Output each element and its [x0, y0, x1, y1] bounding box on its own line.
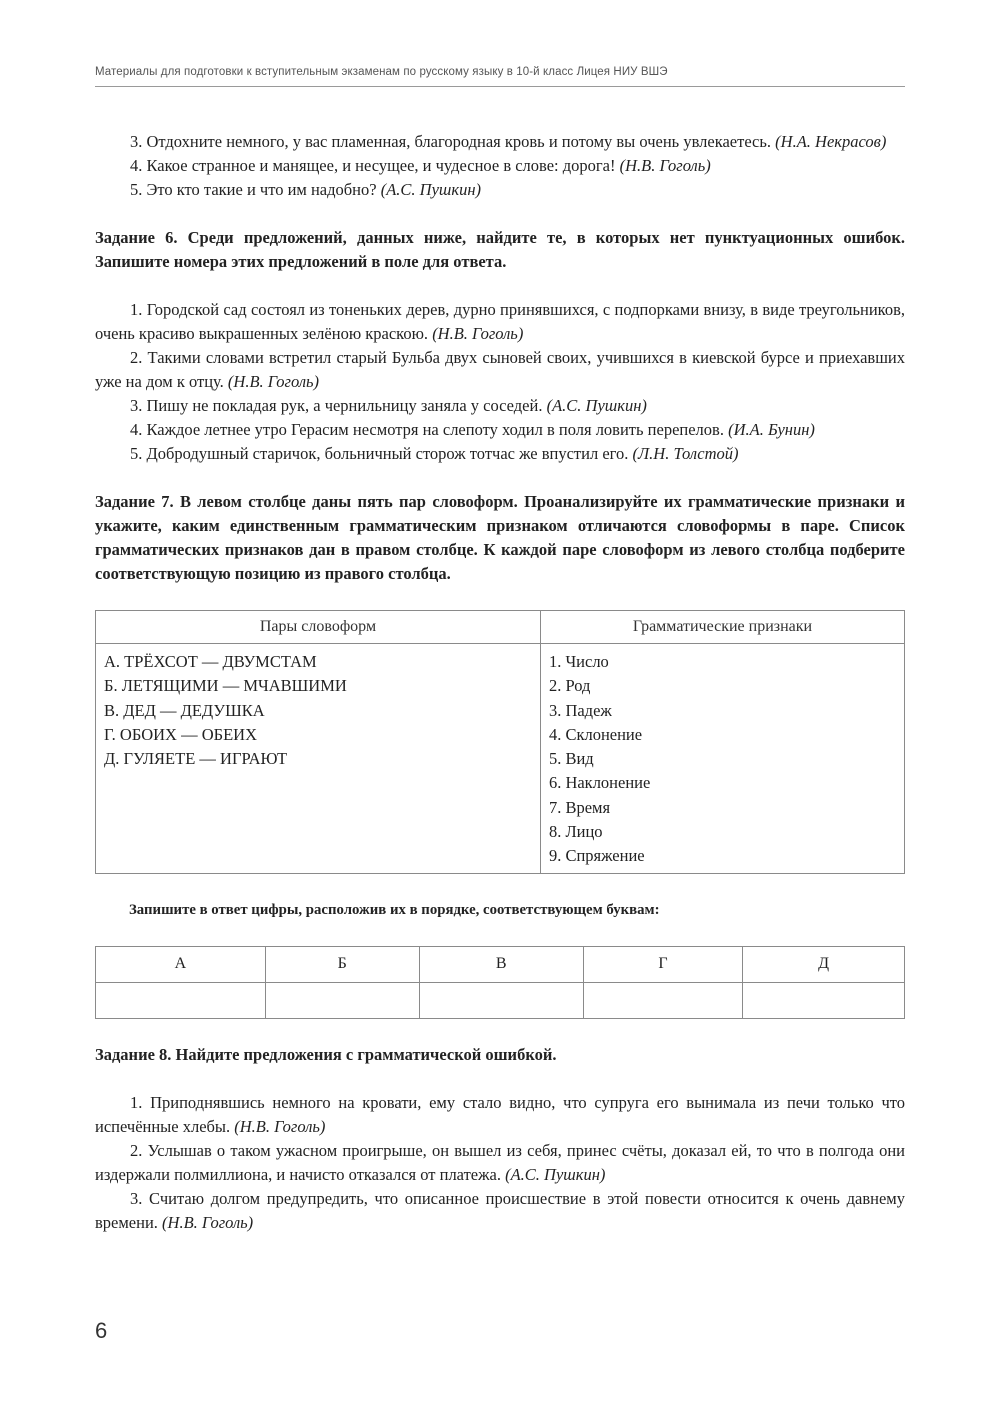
feature-item: 2. Род	[548, 676, 591, 696]
answer-cell-a[interactable]	[96, 982, 266, 1018]
answer-letter: Б	[265, 946, 419, 982]
answer-letter: А	[96, 946, 266, 982]
feature-item: 3. Падеж	[548, 700, 612, 720]
pair-item: Г. ОБОИХ — ОБЕИХ	[104, 724, 258, 744]
pair-item: Д. ГУЛЯЕТЕ — ИГРАЮТ	[104, 749, 288, 769]
answer-letter: Д	[743, 946, 905, 982]
header-divider	[95, 86, 905, 87]
page-number: 6	[95, 1318, 108, 1343]
pairs-list	[96, 644, 541, 874]
answer-letter: Г	[583, 946, 742, 982]
pair-item: В. ДЕД — ДЕДУШКА	[104, 700, 265, 720]
task8-title: Задание 8. Найдите предложения с грамматической ошибкой.	[95, 1044, 557, 1064]
task6-item-4: 4. Каждое летнее утро Герасим несмотря на слепоту ходил в поля ловить перепелов. (И.А. Бунин)	[130, 420, 815, 439]
task8-item-3: 3. Считаю долгом предупредить, что описанное происшествие в этой повести относится к очень давнему времени. (Н.В. Гоголь)	[95, 1188, 905, 1232]
task8-item-2: 2. Услышав о таком ужасном проигрыше, он вышел из себя, принес счёты, доказал ей, то что в полгода они издержали полмиллиона, и начисто отказался от платежа. (А.С. Пушкин)	[95, 1140, 905, 1184]
answer-cell-v[interactable]	[419, 982, 583, 1018]
pairs-column-header: Пары словоформ	[96, 611, 541, 644]
feature-item: 1. Число	[548, 652, 609, 671]
page-content	[95, 130, 905, 1235]
feature-item: 8. Лицо	[548, 822, 603, 842]
prev-item-5: 5. Это кто такие и что им надобно? (А.С. Пушкин)	[130, 180, 482, 199]
task8-item-1: 1. Приподнявшись немного на кровати, ему стало видно, что супруга его вынимала из печи только что испечённые хлебы. (Н.В. Гоголь)	[95, 1092, 905, 1136]
feature-item: 9. Спряжение	[548, 846, 645, 866]
task7-title: Задание 7. В левом столбце даны пять пар словоформ. Проанализируйте их грамматические признаки и укажите, каким единственным грамматическим признаком отличаются словоформы в паре. Список грамматических признаков дан в правом столбце. К каждой паре словоформ из левого столбца подберите соответствующую позицию из правого столбца.	[95, 492, 905, 583]
features-column-header: Грамматические признаки	[540, 611, 904, 644]
pair-item: Б. ЛЕТЯЩИМИ — МЧАВШИМИ	[104, 676, 347, 696]
answer-cell-g[interactable]	[583, 982, 742, 1018]
answer-letter: В	[419, 946, 583, 982]
prev-item-3: 3. Отдохните немного, у вас пламенная, благородная кровь и потому вы очень увлекаетесь. (Н.А. Некрасов)	[130, 132, 887, 151]
task7-matching-table	[95, 610, 905, 874]
feature-item: 5. Вид	[548, 749, 594, 769]
feature-item: 7. Время	[548, 797, 611, 817]
answer-table	[95, 946, 905, 1019]
answer-instruction: Запишите в ответ цифры, расположив их в порядке, соответствующем буквам:	[129, 901, 660, 918]
features-list	[540, 644, 904, 874]
task6-item-1: 1. Городской сад состоял из тоненьких дерев, дурно принявшихся, с подпорками внизу, в виде треугольников, очень красиво выкрашенных зелёною краскою. (Н.В. Гоголь)	[95, 300, 905, 343]
task6-title: Задание 6. Среди предложений, данных ниже, найдите те, в которых нет пунктуационных ошибок. Запишите номера этих предложений в поле для ответа.	[95, 228, 905, 271]
running-header: Материалы для подготовки к вступительным экзаменам по русскому языку в 10-й класс Лицея НИУ ВШЭ	[95, 66, 668, 78]
answer-cell-d[interactable]	[743, 982, 905, 1018]
pair-item: А. ТРЁХСОТ — ДВУМСТАМ	[104, 652, 317, 671]
feature-item: 6. Наклонение	[548, 773, 651, 793]
task6-item-5: 5. Добродушный старичок, больничный сторож тотчас же впустил его. (Л.Н. Толстой)	[130, 444, 739, 463]
task6-item-3: 3. Пишу не покладая рук, а чернильницу заняла у соседей. (А.С. Пушкин)	[130, 396, 647, 415]
answer-cell-b[interactable]	[265, 982, 419, 1018]
task6-item-2: 2. Такими словами встретил старый Бульба двух сыновей своих, учившихся в киевской бурсе и приехавших уже на дом к отцу. (Н.В. Гоголь)	[95, 348, 905, 391]
feature-item: 4. Склонение	[548, 724, 643, 744]
prev-item-4: 4. Какое странное и манящее, и несущее, и чудесное в слове: дорога! (Н.В. Гоголь)	[130, 156, 711, 175]
